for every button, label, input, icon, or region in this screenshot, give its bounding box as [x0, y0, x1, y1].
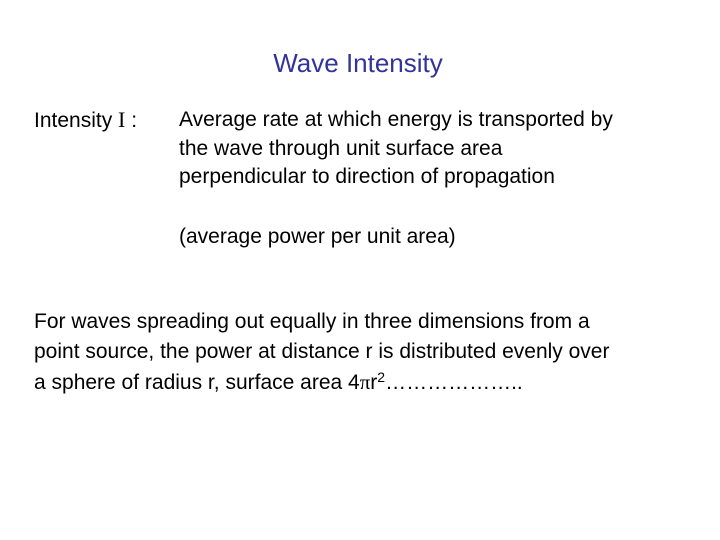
exponent: 2	[377, 369, 386, 385]
pi-symbol: π	[359, 370, 371, 394]
definition-text	[179, 106, 709, 192]
paragraph-line	[34, 367, 714, 398]
intensity-symbol: I	[118, 107, 126, 132]
definition-line: Average rate at which energy is transported by	[179, 108, 613, 131]
trailing-dots: ………………..	[385, 371, 523, 394]
term-colon: :	[125, 109, 138, 132]
definition-line: perpendicular to direction of propagation	[179, 165, 555, 188]
paragraph-line: point source, the power at distance r is distributed evenly over	[34, 340, 610, 363]
slide-title: Wave Intensity	[273, 48, 443, 78]
paragraph-line: For waves spreading out equally in three dimensions from a	[34, 310, 590, 333]
explanation-paragraph	[34, 307, 714, 398]
term-word: Intensity	[34, 109, 119, 132]
radius-variable: r	[370, 371, 378, 394]
paragraph-line-prefix: a sphere of radius r, surface area 4	[34, 371, 360, 394]
definition-note: (average power per unit area)	[179, 225, 456, 248]
definition-line: the wave through unit surface area	[179, 136, 503, 160]
term-label	[34, 106, 137, 135]
